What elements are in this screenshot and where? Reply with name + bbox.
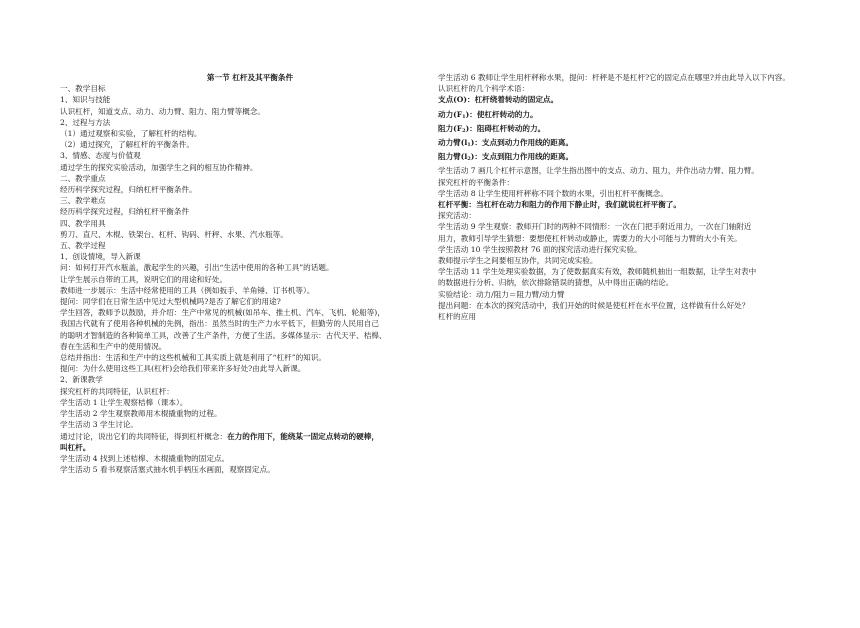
right-body-b	[438, 210, 810, 322]
text-line: 3、情感、态度与价值观	[60, 151, 141, 161]
lever-term-definition: 杠杆绕着转动的固定点。	[474, 95, 559, 105]
text-line: 学生活动 3 学生讨论。	[60, 420, 139, 430]
lever-term-name: 动力(F	[438, 109, 463, 119]
text-line: 五、教学过程	[60, 241, 106, 251]
terms-intro: 认识杠杆的几个科学术语：	[438, 84, 530, 94]
text-line: 学生活动 5 看书观察活塞式抽水机手柄压水画面，观察固定点。	[60, 465, 275, 475]
lever-concept-definition: 在力的作用下，能绕某一固定点转动的硬棒，	[227, 431, 379, 441]
text-line: 探究活动：	[438, 211, 476, 221]
text-line: 学生活动 7 画几个杠杆示意图，让学生指出图中的支点、动力、阻力，并作出动力臂、阻力臂。	[438, 166, 759, 176]
text-line: 用力，教师引导学生猜想：要想使杠杆转动或静止，需要力的大小可能与力臂的大小有关。	[438, 233, 742, 243]
lever-term-subscript: 2	[467, 156, 471, 163]
text-line: 四、教学用具	[60, 218, 106, 228]
lever-term-name: 阻力(F	[438, 123, 463, 133]
text-line: 1、创设情境，导入新课	[60, 252, 141, 262]
text-line: 实验结论：动力/阻力＝阻力臂/动力臂	[438, 289, 565, 299]
lever-term-definition: )：支点到动力作用线的距离。	[470, 138, 574, 148]
text-line: 学生活动 8 让学生使用杆秤称不同个数的水果，引出杠杆平衡概念。	[438, 188, 668, 198]
lever-term-name: 动力臂(l	[438, 138, 468, 148]
text-line: 的数据进行分析、归纳，依次排除错误的猜想，从中得出正确的结论。	[438, 278, 674, 288]
text-line: 三、教学难点	[60, 196, 106, 206]
text-line: 二、教学重点	[60, 173, 106, 183]
text-line: 学生回答，教师予以鼓励，并介绍：生产中常见的机械(如吊车、推土机、汽车、飞机、轮船等)，	[60, 308, 385, 318]
lever-balance-definition: 杠杆平衡：当杠杆在动力和阻力的作用下静止时，我们就说杠杆平衡了。	[438, 200, 681, 210]
lever-term-name: 阻力臂(l	[438, 152, 468, 162]
lever-term	[438, 151, 810, 165]
lever-term	[438, 109, 810, 123]
text-line: 2、过程与方法	[60, 117, 111, 127]
text-line: 舂在生活和生产中的使用情况。	[60, 341, 167, 351]
left-column	[60, 72, 422, 475]
text-line: 让学生展示自带的工具，说明它们的用途和好处。	[60, 274, 228, 284]
text-line: （1）通过观察和实验，了解杠杆的结构。	[60, 129, 202, 139]
left-body-tail	[60, 453, 422, 475]
text-line: 教师提示学生之间要相互协作，共同完成实验。	[438, 256, 598, 266]
text-line: 总结并指出：生活和生产中的这些机械和工具实质上就是利用了“杠杆”的知识。	[60, 353, 326, 363]
right-body-a	[438, 165, 810, 199]
text-line: 提出问题：在本次的探究活动中，我们开始的时候是使杠杆在水平位置，这样做有什么好处？	[438, 300, 750, 310]
text-line: 经历科学探究过程，归纳杠杆平衡条件。	[60, 185, 197, 195]
text-line: 问：如何打开汽水瓶盖，激起学生的兴趣，引出“生活中使用的各种工具”的话题。	[60, 263, 334, 273]
text-line: 探究杠杆的共同特征，认识杠杆：	[60, 386, 174, 396]
lever-concept-prefix: 通过讨论，说出它们的共同特征，得到杠杆概念：	[60, 431, 228, 441]
text-line: 经历科学探究过程，归纳杠杆平衡条件	[60, 207, 190, 217]
text-line: 的聪明才智制造的各种简单工具，改善了生产条件，方便了生活。多媒体显示：古代天平、桔槔、	[60, 330, 387, 340]
lever-term	[438, 123, 810, 137]
lever-term-definition: )：支点到阻力作用线的距离。	[470, 152, 574, 162]
lever-term-name: 支点(O)：	[438, 95, 475, 105]
text-line: 杠杆的应用	[438, 312, 476, 322]
text-line: 探究杠杆的平衡条件：	[438, 177, 514, 187]
lever-term-definition: )：使杠杆转动的力。	[465, 109, 538, 119]
lever-term-subscript: 2	[462, 127, 466, 134]
lever-term-subscript: 1	[462, 113, 466, 120]
text-line: 学生活动 11 学生处理实验数据，为了使数据真实有效，教师随机抽出一组数据，让学生对表中	[438, 267, 757, 277]
lever-term-definition: )：阻碍杠杆转动的力。	[465, 123, 546, 133]
text-line: 2、新课教学	[60, 375, 103, 385]
text-line: 学生活动 1 让学生观察桔槔（课本）。	[60, 397, 188, 407]
text-line: 剪刀、直尺、木棍、铁架台、杠杆、钩码、杆秤、水果、汽水瓶等。	[60, 229, 288, 239]
text-line: 提问：为什么使用这些工具(杠杆)会给我们带来许多好处?由此导入新课。	[60, 364, 306, 374]
text-line: 一、教学目标	[60, 84, 106, 94]
text-line: 学生活动 4 找到上述桔槔、木棍撬重物的固定点。	[60, 453, 230, 463]
left-body	[60, 83, 422, 430]
lever-concept-definition-end: 叫杠杆。	[60, 442, 91, 452]
text-line: 学生活动 9 学生观察：教师开门时的两种不同情形：一次在门把手附近用力，一次在门轴附近	[438, 222, 752, 232]
text-line: 提问：同学们在日常生活中见过大型机械吗?是否了解它们的用途?	[60, 297, 281, 307]
text-line: （2）通过探究，了解杠杆的平衡条件。	[60, 140, 194, 150]
text-line: 教师进一步展示：生活中经常使用的工具（例如扳手、羊角锤、订书机等）。	[60, 285, 315, 295]
lever-term-subscript: 1	[467, 142, 471, 149]
text-line: 认识杠杆，知道支点、动力、动力臂、阻力、阻力臂等概念。	[60, 106, 266, 116]
section-title: 第一节 杠杆及其平衡条件	[206, 73, 294, 82]
lever-term	[438, 94, 810, 108]
text-line: 1、知识与技能	[60, 95, 111, 105]
right-column	[438, 72, 810, 322]
lever-terms-list	[438, 94, 810, 165]
lever-concept-line	[60, 431, 422, 442]
text-line: 学生活动 10 学生按照教材 76 面的探究活动进行探究实验。	[438, 244, 642, 254]
activity-6-paragraph: 学生活动 6 教师让学生用杆秤称水果，提问：杆秤是不是杠杆?它的固定点在哪里?并由此导入以下内容。	[438, 73, 790, 82]
lever-term	[438, 137, 810, 151]
text-line: 我国古代就有了使用各种机械的先例，指出：虽然当时的生产力水平低下，但勤劳的人民用自己	[60, 319, 379, 329]
text-line: 学生活动 2 学生观察教师用木棍撬重物的过程。	[60, 409, 222, 419]
text-line: 通过学生的探究实验活动，加强学生之间的相互协作精神。	[60, 162, 258, 172]
